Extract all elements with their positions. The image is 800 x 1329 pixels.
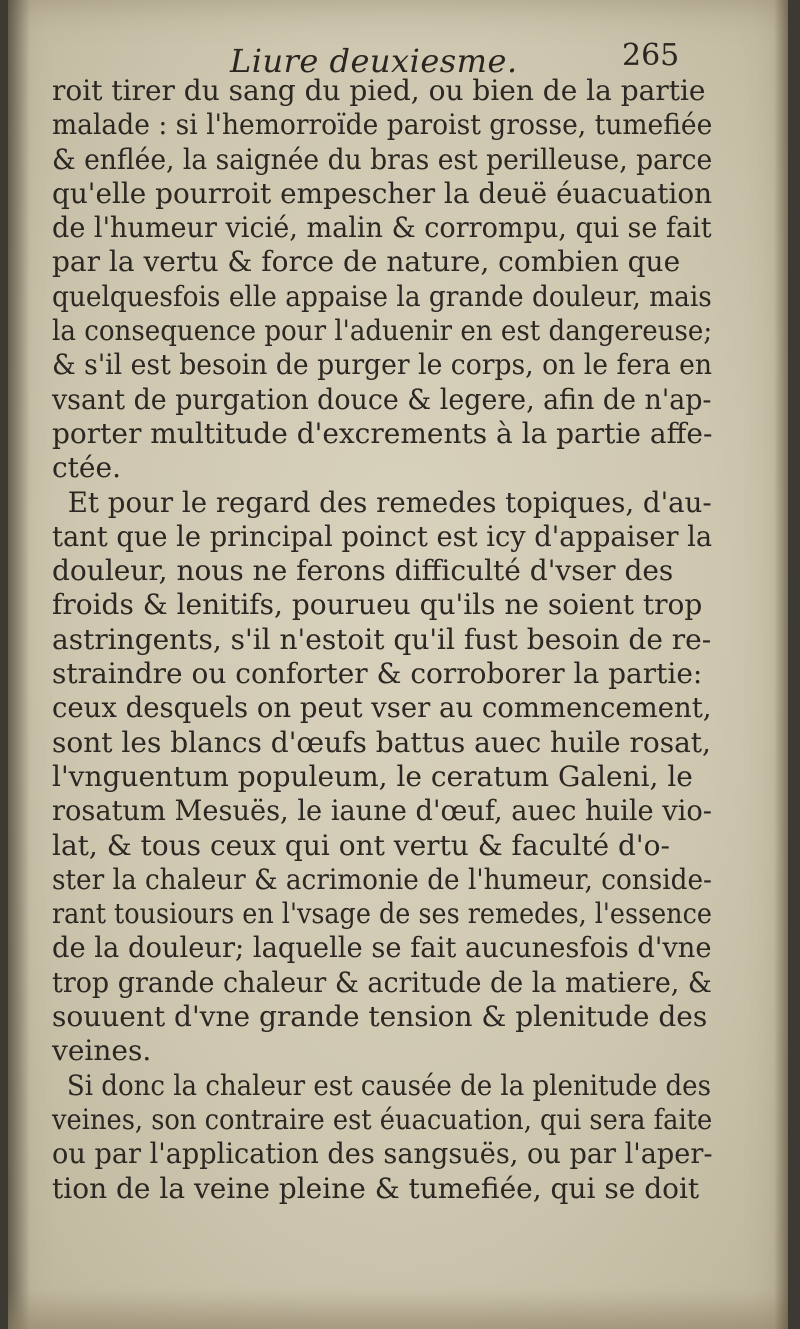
text-line: straindre ou conforter & corroborer la partie: <box>52 657 703 691</box>
text-line: souuent d'vne grande tension & plenitude des <box>52 1000 708 1034</box>
book-page <box>8 0 788 1329</box>
page-stain <box>8 1290 788 1329</box>
text-line: tant que le principal poinct est icy d'appaiser la <box>52 519 713 553</box>
text-line: sont les blancs d'œufs battus auec huile rosat, <box>52 725 711 759</box>
text-line: de l'humeur vicié, malin & corrompu, qui se fait <box>52 211 712 245</box>
text-line: rant tousiours en l'vsage de ses remedes, l'essence <box>52 897 712 931</box>
text-line: & s'il est besoin de purger le corps, on le fera en <box>52 348 713 382</box>
text-line: tion de la veine pleine & tumefiée, qui se doit <box>52 1171 700 1205</box>
text-line: ceux desquels on peut vser au commencement, <box>52 691 712 725</box>
text-line: ster la chaleur & acrimonie de l'humeur, conside- <box>52 862 712 896</box>
text-line: Et pour le regard des remedes topiques, d'au- <box>67 485 712 519</box>
text-line: vsant de purgation douce & legere, afin de n'ap- <box>52 382 712 416</box>
text-line: quelquesfois elle appaise la grande douleur, mais <box>52 279 712 313</box>
text-line: & enflée, la saignée du bras est perilleuse, parce <box>52 142 713 176</box>
text-line: lat, & tous ceux qui ont vertu & faculté d'o- <box>52 828 670 862</box>
text-line: qu'elle pourroit empescher la deuë éuacuation <box>52 176 713 210</box>
body-text <box>52 74 712 1206</box>
page-number: 265 <box>622 38 680 73</box>
text-line: porter multitude d'excrements à la partie affe- <box>52 416 713 450</box>
text-line: douleur, nous ne ferons difficulté d'vser des <box>52 554 674 588</box>
text-line: l'vnguentum populeum, le ceratum Galeni, le <box>52 759 693 793</box>
text-line: trop grande chaleur & acritude de la matiere, & <box>52 965 712 999</box>
running-title: Liure deuxiesme. <box>230 42 518 80</box>
text-line: de la douleur; laquelle se fait aucunesfois d'vne <box>52 931 712 965</box>
text-line: roit tirer du sang du pied, ou bien de la partie <box>52 74 706 107</box>
text-line: malade : si l'hemorroïde paroist grosse, tumefiée <box>52 108 713 142</box>
text-line: rosatum Mesuës, le iaune d'œuf, auec huile vio- <box>52 794 712 828</box>
text-line: veines. <box>52 1034 152 1068</box>
text-line: par la vertu & force de nature, combien que <box>52 245 681 279</box>
text-line: veines, son contraire est éuacuation, qui sera faite <box>52 1102 713 1136</box>
text-line: ou par l'application des sangsuës, ou par l'aper- <box>52 1137 713 1171</box>
text-line: la consequence pour l'aduenir en est dangereuse; <box>52 314 713 348</box>
text-line: froids & lenitifs, pourueu qu'ils ne soient trop <box>52 588 703 622</box>
text-line: astringents, s'il n'estoit qu'il fust besoin de re- <box>52 622 712 656</box>
text-line: ctée. <box>52 451 121 485</box>
text-line: Si donc la chaleur est causée de la plenitude des <box>66 1068 711 1102</box>
